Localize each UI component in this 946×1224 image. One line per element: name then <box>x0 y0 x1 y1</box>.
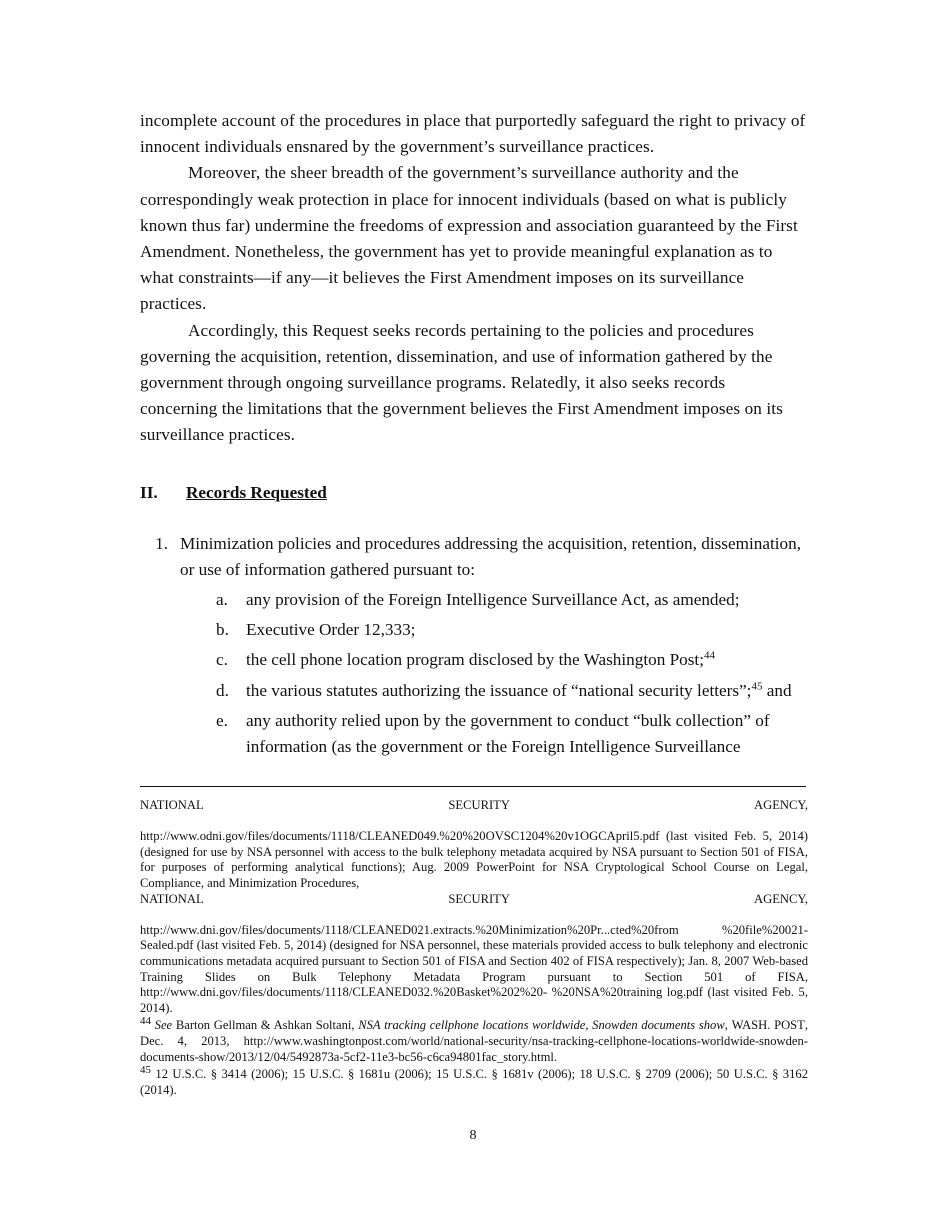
footnote-45 <box>140 1063 808 1098</box>
footnote-comma: , <box>724 1018 732 1033</box>
sublist-item-text: any authority relied upon by the government to conduct “bulk collection” of information (as the government or the Foreign Intelligence Surveillance <box>246 710 770 757</box>
sublist-item-body: the cell phone location program disclosed by the Washington Post; <box>246 650 704 670</box>
list-item <box>216 708 806 760</box>
sublist-item-text <box>246 647 806 673</box>
footnote-ref: 45 <box>751 679 763 692</box>
footnote-source-center-2: SECURITY <box>448 891 510 906</box>
footnote-source-line-2 <box>140 892 808 923</box>
footnote-source-left-2: NATIONAL <box>140 891 204 906</box>
footnote-number: 44 <box>140 1015 151 1028</box>
section-title: Records Requested <box>186 482 327 502</box>
page-body <box>140 108 806 760</box>
sublist-item-text: any provision of the Foreign Intelligence Surveillance Act, as amended; <box>246 590 740 610</box>
list-item <box>216 647 806 673</box>
sublist-item-body: the various statutes authorizing the issuance of “national security letters”; <box>246 680 752 700</box>
list-item <box>140 531 806 761</box>
list-marker: 1. <box>155 533 168 553</box>
footnote-article-title: NSA tracking cellphone locations worldwide, Snowden documents show <box>358 1018 725 1033</box>
footnotes-area <box>140 798 808 1100</box>
footnote-citation-rest: , Dec. 4, 2013, http://www.washingtonpost.com/world/national-security/nsa-tracking-cellphone-locations-worldwide-snowden-documents-show/2013/12/04/5492873a-5cf2-11e3-bc56-c6ca94801fac_story.html. <box>140 1018 809 1064</box>
sublist-marker: a. <box>216 590 228 610</box>
footnote-source-right-2: AGENCY, <box>754 891 808 906</box>
footnote-ref: 44 <box>704 649 715 662</box>
footnote-source-line <box>140 798 808 829</box>
sublist-item-text <box>246 678 806 704</box>
footnote-number: 45 <box>140 1063 151 1076</box>
paragraph-3: Accordingly, this Request seeks records pertaining to the policies and procedures governing the acquisition, retention, dissemination, and use of information gathered by the government through ongoing surveillance programs. Relatedly, it also seeks records concerning the limitations that the government believes the First Amendment imposes on its surveillance practices. <box>140 320 783 445</box>
requests-list <box>140 531 806 761</box>
footnote-signal: See <box>154 1018 176 1033</box>
list-item <box>216 617 806 643</box>
requests-sublist <box>140 587 806 760</box>
list-item <box>216 678 806 704</box>
footnote-continued-body-2: http://www.dni.gov/files/documents/1118/CLEANED021.extracts.%20Minimization%20Pr...cted%20from %20file%20021-Sealed.pdf (last visited Feb. 5, 2014) (designed for NSA personnel, these materials provided access to bulk telephony and electronic communications metadata acquired pursuant to Section 501 of FISA and Section 402 of FISA respectively); Jan. 8, 2007 Web-based Training Slides on Bulk Telephony Metadata Program pursuant to Section 501 of FISA, http://www.dni.gov/files/documents/1118/CLEANED032.%20Basket%202%20- %20NSA%20training log.pdf (last visited Feb. 5, 2014). <box>140 922 808 1015</box>
footnote-authors: Barton Gellman & Ashkan Soltani, <box>175 1018 359 1033</box>
section-number: II. <box>140 482 158 502</box>
section-heading <box>140 483 806 503</box>
footnote-publication: WASH. POST <box>731 1018 805 1033</box>
list-item-text: Minimization policies and procedures addressing the acquisition, retention, dissemination, or use of information gathered pursuant to: <box>180 533 801 579</box>
footnote-continued-body: http://www.odni.gov/files/documents/1118/CLEANED049.%20%20OVSC1204%20v1OGCApril5.pdf (last visited Feb. 5, 2014) (designed for use by NSA personnel with access to the bulk telephony metadata acquired by NSA pursuant to Section 501 of FISA, for purposes of performing analytical functions); Aug. 2009 PowerPoint for NSA Cryptological School Course on Legal, Compliance, and Minimization Procedures, <box>140 829 808 890</box>
footnote-separator <box>140 786 806 787</box>
sublist-marker: e. <box>216 710 228 730</box>
sublist-item-text: Executive Order 12,333; <box>246 620 416 640</box>
sublist-marker: d. <box>216 680 229 700</box>
footnote-source-left: NATIONAL <box>140 798 204 812</box>
footnote-source-right: AGENCY, <box>754 798 808 812</box>
sublist-marker: c. <box>216 650 228 670</box>
footnote-44 <box>140 1015 809 1065</box>
list-item <box>216 587 806 613</box>
sublist-item-tail: and <box>762 680 792 700</box>
paragraph-2: Moreover, the sheer breadth of the government’s surveillance authority and the correspondingly weak protection in place for innocent individuals (based on what is publicly known thus far) undermine the freedoms of expression and association guaranteed by the First Amendment. Nonetheless, the government has yet to provide meaningful explanation as to what constraints—if any—it believes the First Amendment imposes on its surveillance practices. <box>140 163 798 314</box>
footnote-source-center: SECURITY <box>448 798 510 812</box>
page-number: 8 <box>469 1128 477 1143</box>
footnote-continued <box>140 798 808 1016</box>
footnote-text: 12 U.S.C. § 3414 (2006); 15 U.S.C. § 1681u (2006); 15 U.S.C. § 1681v (2006); 18 U.S.C. § 2709 (2006); 50 U.S.C. § 3162 (2014). <box>140 1067 808 1097</box>
sublist-marker: b. <box>216 620 229 640</box>
paragraph-1: incomplete account of the procedures in place that purportedly safeguard the right to privacy of innocent individuals ensnared by the government’s surveillance practices. <box>140 111 806 157</box>
